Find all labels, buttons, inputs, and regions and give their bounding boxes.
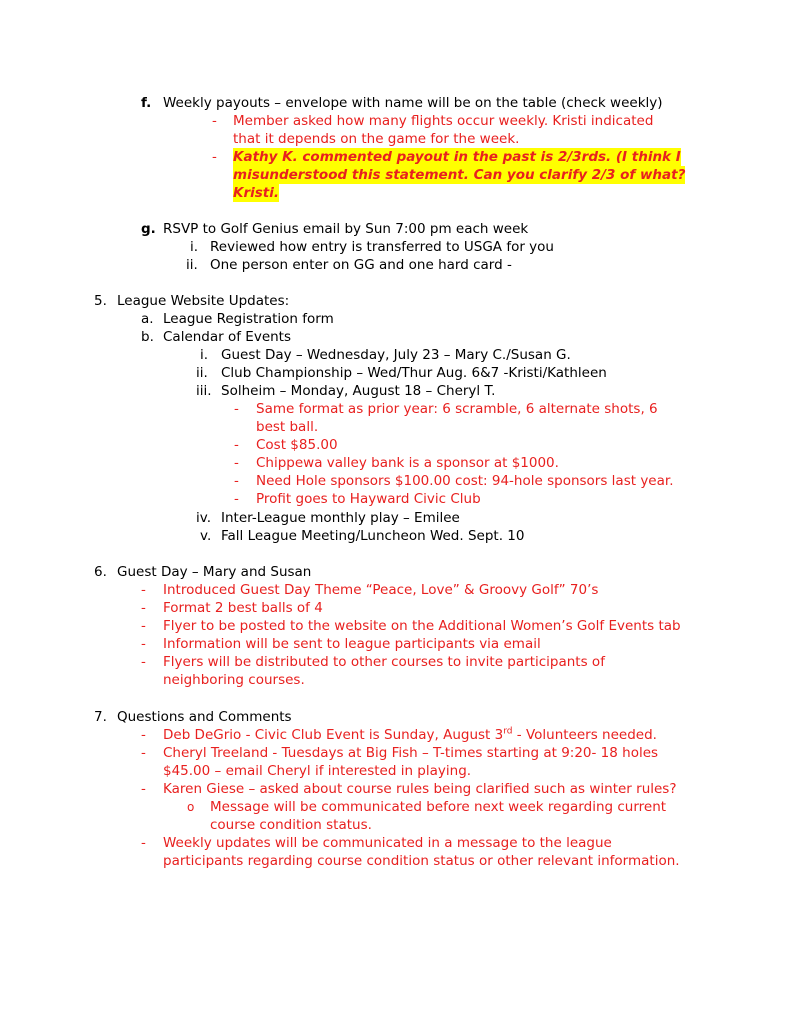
section-7-title: Questions and Comments [117,709,292,725]
item-f-text: Weekly payouts – envelope with name will be on the table (check weekly) [163,95,663,111]
solheim-note-3-marker: - [234,455,239,471]
s7-sub-bullet-line-2: course condition status. [210,817,372,833]
event-4-text: Inter-League monthly play – Emilee [221,510,460,526]
g-sub-1-marker: i. [190,239,199,255]
s7-bullet-1-text: Deb DeGrio - Civic Club Event is Sunday, August 3rd - Volunteers needed. [163,726,657,743]
g-sub-1-text: Reviewed how entry is transferred to USGA for you [210,239,554,255]
event-5-text: Fall League Meeting/Luncheon Wed. Sept. 10 [221,528,525,544]
section-7-marker: 7. [94,709,107,725]
section-6-title: Guest Day – Mary and Susan [117,564,312,580]
f-bullet-2-line-2: misunderstood this statement. Can you clarify 2/3 of what? [233,167,686,183]
section-6-marker: 6. [94,564,107,580]
s7-sub-bullet-line-1: Message will be communicated before next week regarding current [210,799,667,815]
solheim-note-1-line-1: Same format as prior year: 6 scramble, 6 alternate shots, 6 [256,401,658,417]
section-5-title: League Website Updates: [117,293,290,309]
event-4-marker: iv. [196,510,211,526]
s7-bullet-2-line-2: $45.00 – email Cheryl if interested in playing. [163,763,472,779]
solheim-note-3-line-1: Chippewa valley bank is a sponsor at $1000. [256,455,559,471]
s6-bullet-2-marker: - [141,600,146,616]
s7-bullet-4-marker: - [141,835,146,851]
g-sub-2-marker: ii. [186,257,198,273]
s6-bullet-5-line-2: neighboring courses. [163,672,305,688]
item-g-marker: g. [141,221,156,237]
s6-bullet-2-line-1: Format 2 best balls of 4 [163,600,323,616]
section-5-marker: 5. [94,293,107,309]
event-5-marker: v. [200,528,212,544]
s5-b-text: Calendar of Events [163,329,292,345]
solheim-note-2-marker: - [234,437,239,453]
event-1-text: Guest Day – Wednesday, July 23 – Mary C./Susan G. [221,347,571,363]
item-g-text: RSVP to Golf Genius email by Sun 7:00 pm each week [163,221,529,237]
s6-bullet-1-line-1: Introduced Guest Day Theme “Peace, Love” & Groovy Golf” 70’s [163,582,599,598]
event-2-text: Club Championship – Wed/Thur Aug. 6&7 -Kristi/Kathleen [221,365,607,381]
f-bullet-2-line-3: Kristi. [233,185,279,201]
f-bullet-1-line-1: Member asked how many flights occur weekly. Kristi indicated [233,113,654,129]
solheim-note-4-marker: - [234,473,239,489]
s5-a-marker: a. [141,311,154,327]
s7-bullet-4-line-1: Weekly updates will be communicated in a message to the league [163,835,612,851]
f-bullet-1-marker: - [212,113,217,129]
f-bullet-2-line-1: Kathy K. commented payout in the past is 2/3rds. (I think I [233,149,681,165]
f-bullet-1-line-2: that it depends on the game for the week. [233,131,520,147]
event-3-marker: iii. [196,383,212,399]
solheim-note-5-line-1: Profit goes to Hayward Civic Club [256,491,481,507]
s5-b-marker: b. [141,329,154,345]
g-sub-2-text: One person enter on GG and one hard card - [210,257,512,273]
s6-bullet-3-line-1: Flyer to be posted to the website on the Additional Women’s Golf Events tab [163,618,681,634]
s7-bullet-2-marker: - [141,745,146,761]
solheim-note-4-line-1: Need Hole sponsors $100.00 cost: 94-hole sponsors last year. [256,473,674,489]
s7-bullet-3-marker: - [141,781,146,797]
s6-bullet-5-marker: - [141,654,146,670]
s7-bullet-1-marker: - [141,727,146,743]
s6-bullet-1-marker: - [141,582,146,598]
s6-bullet-4-line-1: Information will be sent to league participants via email [163,636,541,652]
f-bullet-2-marker: - [212,149,217,165]
event-3-text: Solheim – Monday, August 18 – Cheryl T. [221,383,496,399]
s7-bullet-4-line-2: participants regarding course condition status or other relevant information. [163,853,680,869]
s6-bullet-4-marker: - [141,636,146,652]
s7-bullet-2-line-1: Cheryl Treeland - Tuesdays at Big Fish – T-times starting at 9:20- 18 holes [163,745,659,761]
s6-bullet-3-marker: - [141,618,146,634]
solheim-note-1-line-2: best ball. [256,419,319,435]
s7-bullet-3-line-1: Karen Giese – asked about course rules being clarified such as winter rules? [163,781,677,797]
item-f-marker: f. [141,95,152,111]
event-1-marker: i. [200,347,209,363]
solheim-note-2-line-1: Cost $85.00 [256,437,338,453]
solheim-note-5-marker: - [234,491,239,507]
s7-sub-bullet-marker: o [187,800,195,814]
solheim-note-1-marker: - [234,401,239,417]
s5-a-text: League Registration form [163,311,334,327]
s6-bullet-5-line-1: Flyers will be distributed to other courses to invite participants of [163,654,605,670]
event-2-marker: ii. [196,365,208,381]
